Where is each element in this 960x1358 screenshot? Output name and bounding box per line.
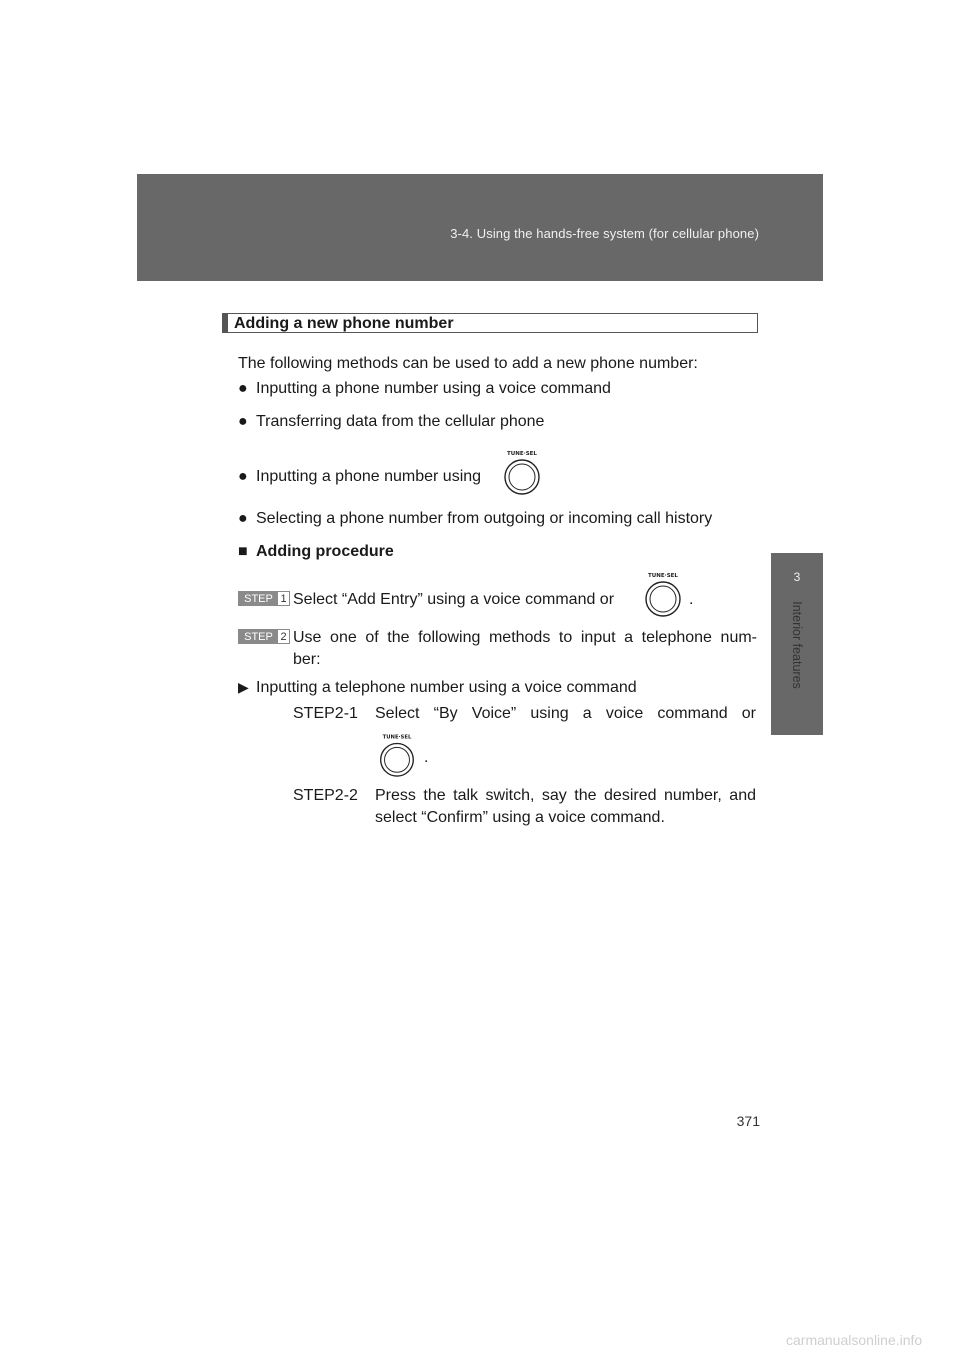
substep-label: STEP2-2 (293, 787, 358, 804)
sub-method-title: Inputting a telephone number using a voice command (256, 679, 637, 696)
step-2-badge (238, 629, 290, 644)
bullet-icon: ● (238, 468, 248, 485)
dial-label: TUNE·SEL (507, 451, 537, 457)
step-number: 1 (280, 592, 287, 605)
step-word: STEP (239, 630, 278, 643)
square-marker-icon: ■ (238, 543, 248, 560)
chapter-header (137, 174, 823, 281)
method-item: Inputting a phone number using (256, 468, 482, 485)
substep-line-1: Press the talk switch, say the desired number, and (375, 787, 756, 804)
tune-sel-dial-icon (498, 448, 546, 496)
step-2-line-2: ber: (293, 651, 321, 668)
substep-label: STEP2-1 (293, 705, 358, 722)
section-heading (222, 313, 758, 333)
step-2-line-1: Use one of the following methods to input a telephone num- (293, 629, 757, 646)
intro-text: The following methods can be used to add a new phone number: (238, 355, 698, 372)
step-1-badge (238, 591, 290, 606)
step-number: 2 (280, 630, 287, 643)
procedure-title: Adding procedure (256, 543, 394, 560)
bullet-icon: ● (238, 380, 248, 397)
substep-line-2: select “Confirm” using a voice command. (375, 809, 665, 826)
watermark: carmanualsonline.info (786, 1332, 923, 1348)
tune-sel-dial-icon (374, 731, 420, 779)
step-1-suffix: . (689, 591, 694, 608)
bullet-icon: ● (238, 510, 248, 527)
page-number: 371 (736, 1113, 760, 1129)
step-1-text: Select “Add Entry” using a voice command or (293, 591, 615, 608)
step-word: STEP (239, 592, 278, 605)
chapter-title: 3-4. Using the hands-free system (for cellular phone) (450, 226, 759, 241)
method-item: Selecting a phone number from outgoing or incoming call history (256, 510, 713, 527)
substep-text: Select “By Voice” using a voice command or (375, 705, 756, 722)
chapter-number: 3 (793, 570, 801, 584)
chapter-side-label: Interior features (790, 601, 804, 689)
dial-label: TUNE·SEL (648, 573, 678, 579)
heading-accent-bar (223, 314, 228, 332)
substep-suffix: . (424, 749, 429, 766)
method-item: Transferring data from the cellular phone (256, 413, 545, 430)
dial-label: TUNE·SEL (382, 734, 412, 741)
bullet-icon: ● (238, 413, 248, 430)
tune-sel-dial-icon (639, 570, 687, 618)
arrow-marker-icon: ▶ (238, 679, 249, 695)
method-item: Inputting a phone number using a voice command (256, 380, 611, 397)
section-heading-text: Adding a new phone number (234, 315, 454, 332)
